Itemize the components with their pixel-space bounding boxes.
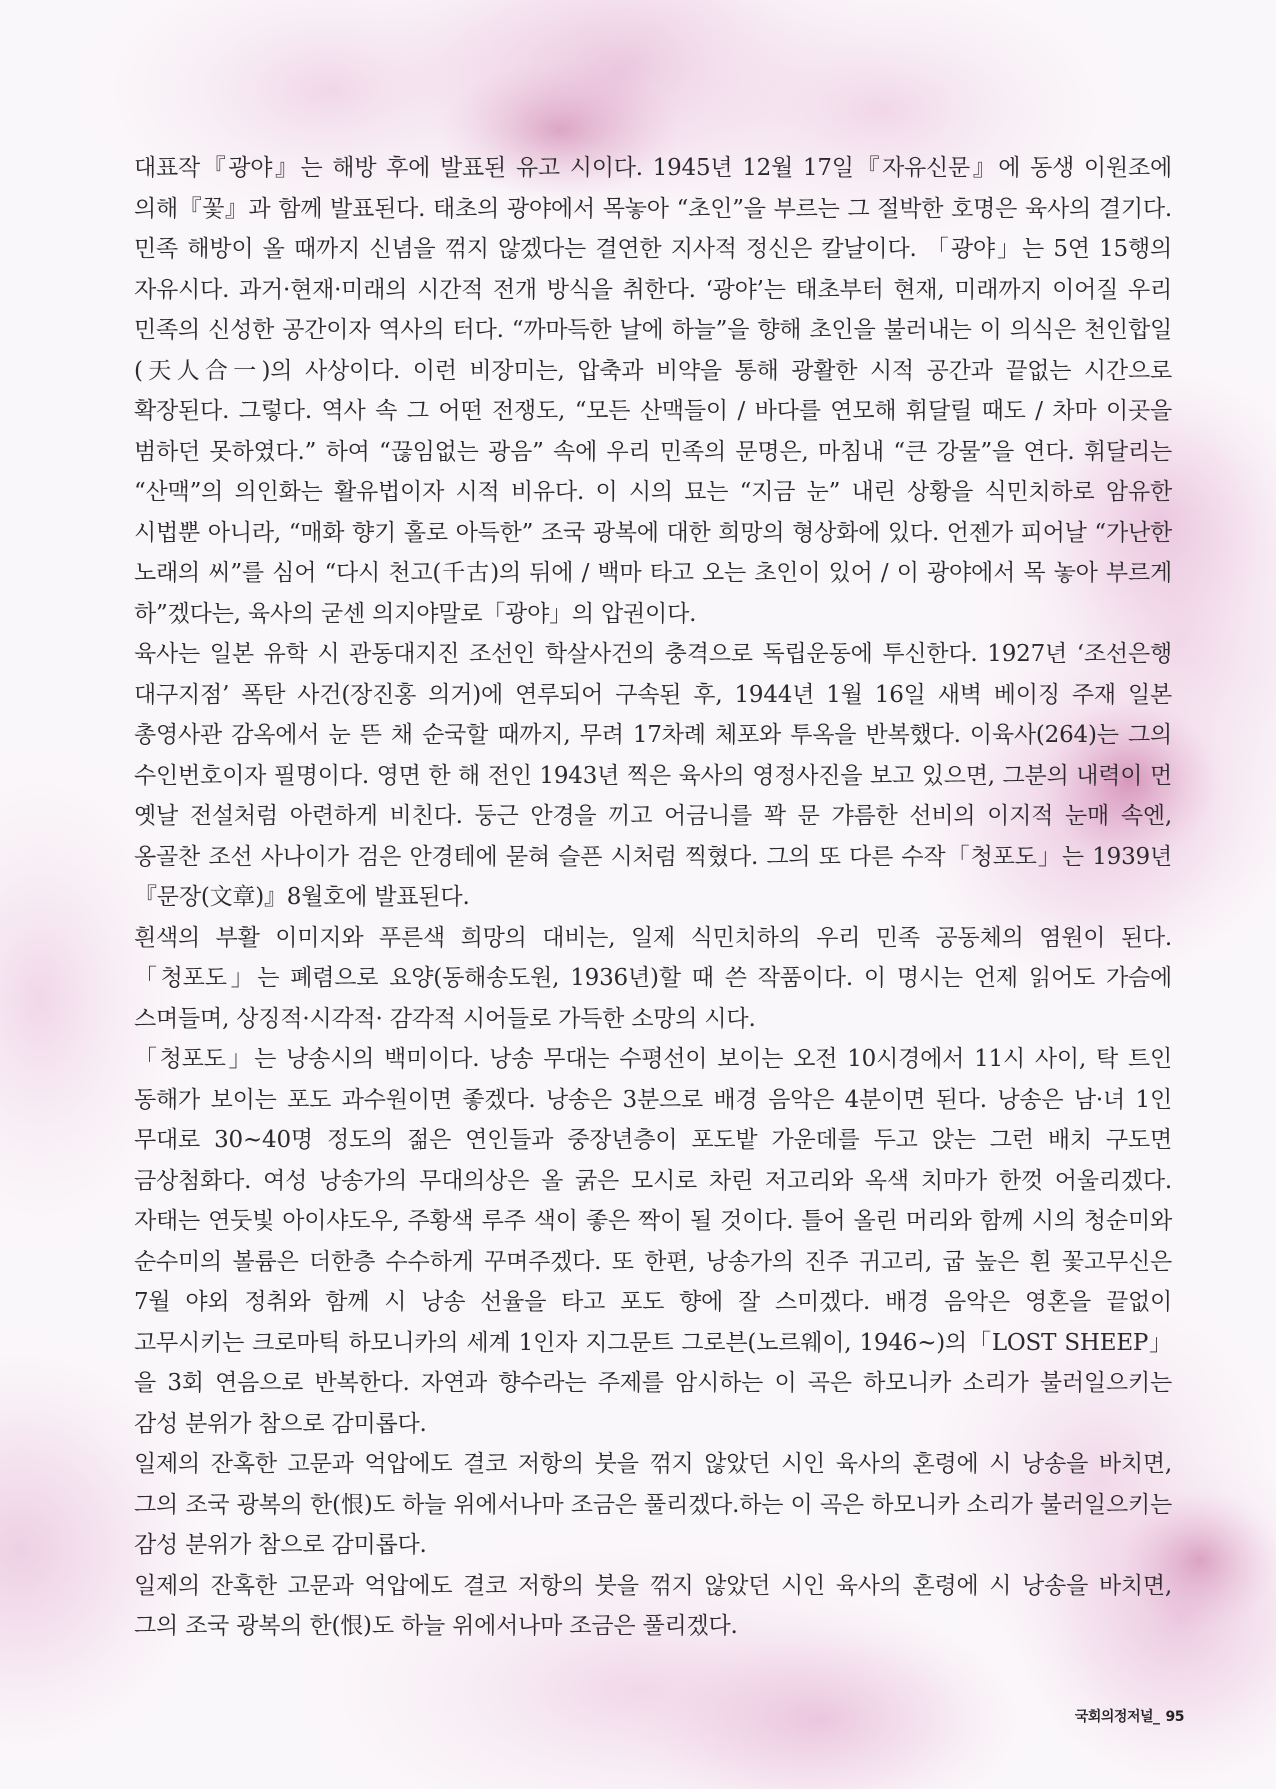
page-footer [1075,1706,1184,1726]
paragraph: 대표작『광야』는 해방 후에 발표된 유고 시이다. 1945년 12월 17일『자유신문』에 동생 이원조에 의해『꽃』과 함께 발표된다. 태초의 광야에서 목놓아 “초인”을 부르는 그 절박한 호명은 육사의 결기다. 민족 해방이 올 때까지 신념을 꺾지 않겠다는 결연한 지사적 정신은 칼날이다. 「광야」는 5연 15행의 자유시다. 과거·현재·미래의 시간적 전개 방식을 취한다. ‘광야’는 태초부터 현재, 미래까지 이어질 우리 민족의 신성한 공간이자 역사의 터다. “까마득한 날에 하늘”을 향해 초인을 불러내는 이 의식은 천인합일(天人合一)의 사상이다. 이런 비장미는, 압축과 비약을 통해 광활한 시적 공간과 끝없는 시간으로 확장된다. 그렇다. 역사 속 그 어떤 전쟁도, “모든 산맥들이 / 바다를 연모해 휘달릴 때도 / 차마 이곳을 범하던 못하였다.” 하여 “끊임없는 광음” 속에 우리 민족의 문명은, 마침내 “큰 강물”을 연다. 휘달리는 “산맥”의 의인화는 활유법이자 시적 비유다. 이 시의 묘는 “지금 눈” 내린 상황을 식민치하로 암유한 시법뿐 아니라, “매화 향기 홀로 아득한” 조국 광복에 대한 희망의 형상화에 있다. 언젠가 피어날 “가난한 노래의 씨”를 심어 “다시 천고(千古)의 뒤에 / 백마 타고 오는 초인이 있어 / 이 광야에서 목 놓아 부르게 하”겠다는, 육사의 굳센 의지야말로「광야」의 압권이다. [134,155,1172,627]
journal-name: 국회의정저널_ [1074,1709,1160,1725]
paragraph: 「청포도」는 낭송시의 백미이다. 낭송 무대는 수평선이 보이는 오전 10시경에서 11시 사이, 탁 트인 동해가 보이는 포도 과수원이면 좋겠다. 낭송은 3분으로 배경 음악은 4분이면 된다. 낭송은 남·녀 1인 무대로 30~40명 정도의 젊은 연인들과 중장년층이 포도밭 가운데를 두고 앉는 그런 배치 구도면 금상첨화다. 여성 낭송가의 무대의상은 올 굵은 모시로 차린 저고리와 옥색 치마가 한껏 어울리겠다. 자태는 연둣빛 아이샤도우, 주황색 루주 색이 좋은 짝이 될 것이다. 틀어 올린 머리와 함께 시의 청순미와 순수미의 볼륨은 더한층 수수하게 꾸며주겠다. 또 한편, 낭송가의 진주 귀고리, 굽 높은 흰 꽃고무신은 7월 야외 정취와 함께 시 낭송 선율을 타고 포도 향에 잘 스미겠다. 배경 음악은 영혼을 끝없이 고무시키는 크로마틱 하모니카의 세계 1인자 지그문트 그로븐(노르웨이, 1946~)의「LOST SHEEP」을 3회 연음으로 반복한다. 자연과 향수라는 주제를 암시하는 이 곡은 하모니카 소리가 불러일으키는 감성 분위가 참으로 감미롭다. [134,1046,1172,1437]
page-number: 95 [1165,1709,1184,1725]
paragraph: 흰색의 부활 이미지와 푸른색 희망의 대비는, 일제 식민치하의 우리 민족 공동체의 염원이 된다. 「청포도」는 폐렴으로 요양(동해송도원, 1936년)할 때 쓴 작품이다. 이 명시는 언제 읽어도 가슴에 스며들며, 상징적·시각적· 감각적 시어들로 가득한 소망의 시다. [134,924,1172,1032]
paragraph: 육사는 일본 유학 시 관동대지진 조선인 학살사건의 충격으로 독립운동에 투신한다. 1927년 ‘조선은행 대구지점’ 폭탄 사건(장진홍 의거)에 연루되어 구속된 후, 1944년 1월 16일 새벽 베이징 주재 일본 총영사관 감옥에서 눈 뜬 채 순국할 때까지, 무려 17차례 체포와 투옥을 반복했다. 이육사(264)는 그의 수인번호이자 필명이다. 영면 한 해 전인 1943년 찍은 육사의 영정사진을 보고 있으면, 그분의 내력이 먼 옛날 전설처럼 아련하게 비친다. 둥근 안경을 끼고 어금니를 꽉 문 갸름한 선비의 이지적 눈매 속엔, 옹골찬 조선 사나이가 검은 안경테에 묻혀 슬픈 시처럼 찍혔다. 그의 또 다른 수작「청포도」는 1939년『문장(文章)』8월호에 발표된다. [134,641,1172,910]
paragraph: 일제의 잔혹한 고문과 억압에도 결코 저항의 붓을 꺾지 않았던 시인 육사의 혼령에 시 낭송을 바치면, 그의 조국 광복의 한(恨)도 하늘 위에서나마 조금은 풀리겠다. [134,1572,1172,1639]
article-body [134,148,1172,1647]
paragraph: 일제의 잔혹한 고문과 억압에도 결코 저항의 붓을 꺾지 않았던 시인 육사의 혼령에 시 낭송을 바치면, 그의 조국 광복의 한(恨)도 하늘 위에서나마 조금은 풀리겠다.하는 이 곡은 하모니카 소리가 불러일으키는 감성 분위가 참으로 감미롭다. [134,1451,1172,1558]
